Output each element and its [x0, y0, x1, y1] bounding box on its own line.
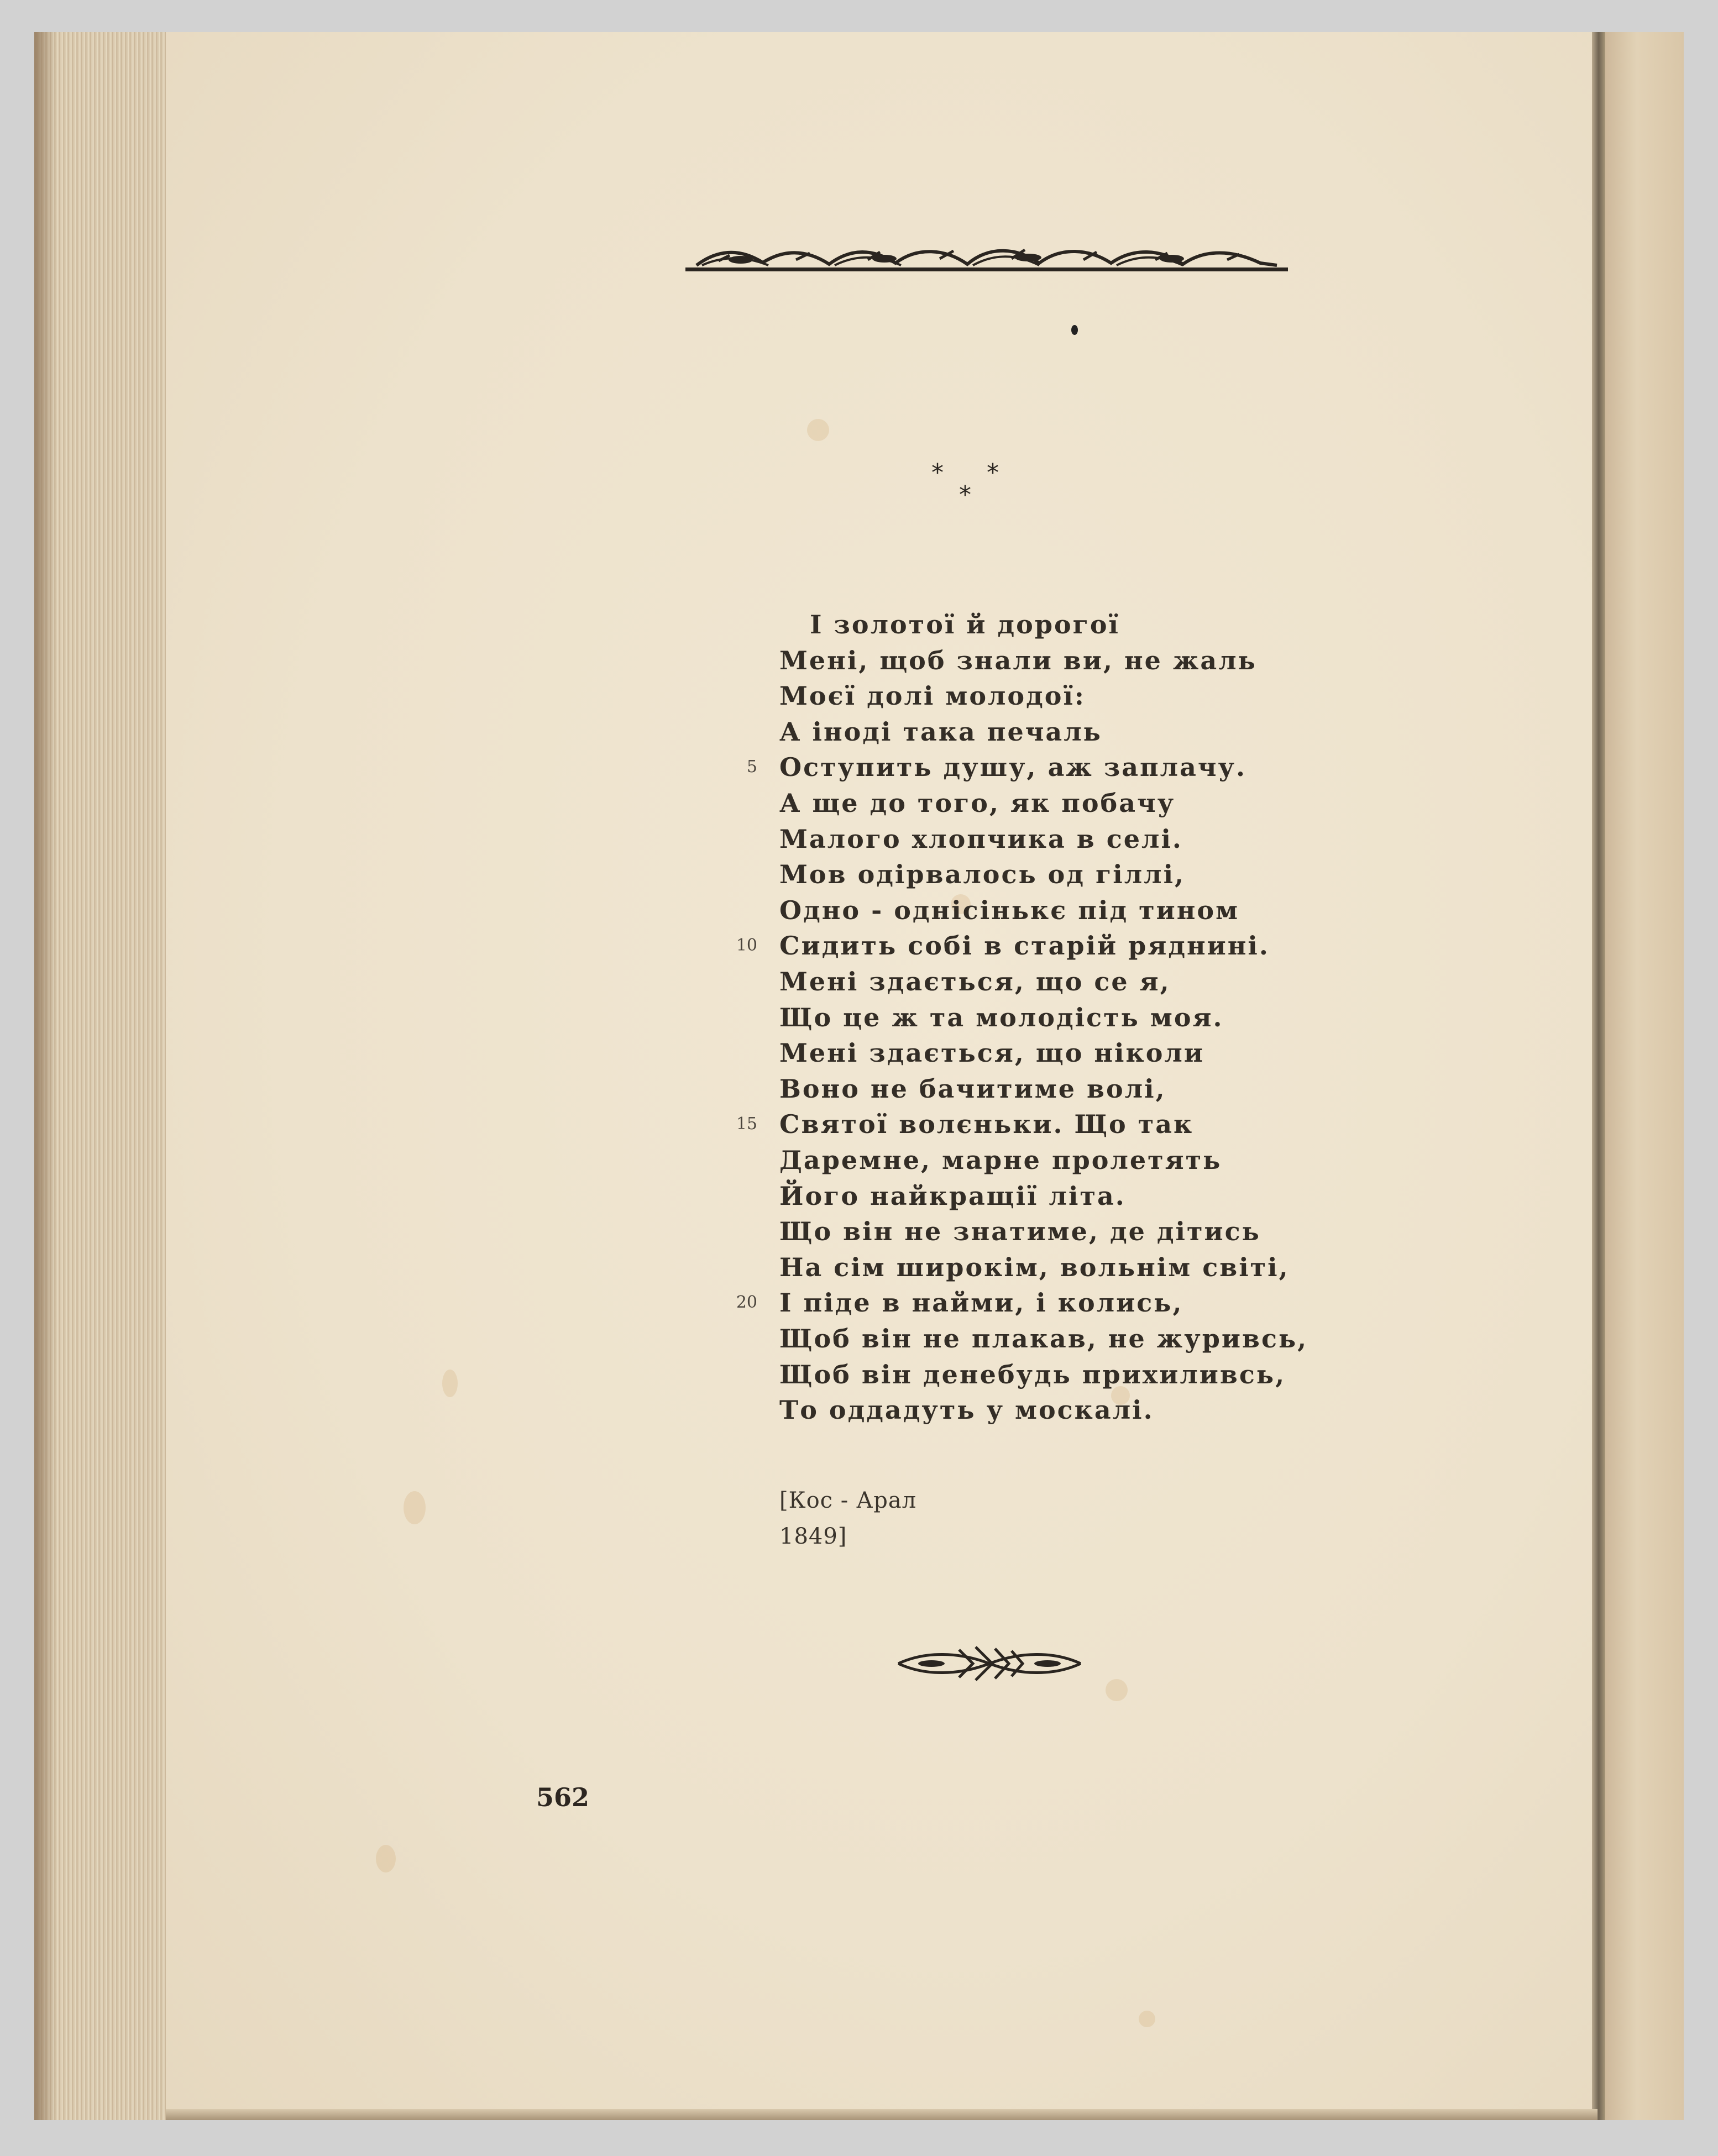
ink-dot: [1071, 325, 1078, 335]
poem-line: [779, 644, 1257, 677]
section-separator-asterisks: * * *: [931, 459, 999, 509]
poem-line-text: Його найкращії літа.: [779, 1181, 1126, 1211]
poem-line-text: Малого хлопчика в селі.: [779, 823, 1183, 854]
poem-line-text: Оступить душу, аж заплачу.: [779, 752, 1247, 783]
poem-line-text: Мені здається, що се я,: [779, 967, 1171, 996]
dateline-place: [Кос - Арал: [779, 1488, 917, 1513]
poem-line: [779, 1072, 1166, 1105]
poem-line: [779, 715, 1102, 748]
poem-line-text: Воно не бачитиме волі,: [779, 1073, 1166, 1104]
page-bottom-edge: [166, 2109, 1597, 2120]
poem-line-text: А іноді така печаль: [779, 716, 1102, 747]
poem-line: [810, 608, 1120, 641]
poem-line: [779, 858, 1185, 891]
poem-line: [746, 751, 1247, 784]
line-number: 5: [746, 757, 757, 777]
poem-line: [779, 894, 1239, 927]
poem-line: [779, 1393, 1154, 1426]
poem-line-text: Щоб він денебудь прихиливсь,: [779, 1359, 1286, 1389]
poem-line-text: Мені, щоб знали ви, не жаль: [779, 645, 1257, 675]
poem-line: [736, 1108, 1194, 1141]
poem-line-text: Мені здається, що ніколи: [779, 1038, 1204, 1068]
poem-line: [779, 1251, 1290, 1284]
poem-line-text: Святої волєньки. Що так: [779, 1109, 1194, 1140]
poem-line: [779, 1001, 1224, 1034]
poem-line: [779, 1358, 1286, 1391]
poem-line: [779, 822, 1183, 856]
adjacent-page-edge: [1605, 32, 1684, 2120]
poem-line-text: Моєї долі молодої:: [779, 681, 1086, 711]
poem-line-text: Мов одірвалось од гіллі,: [779, 859, 1186, 890]
poem-line-text: Що він не знатиме, де дітись: [779, 1216, 1261, 1247]
book-page-edges: [34, 32, 170, 2120]
poem-line-text: То оддадуть у москалі.: [779, 1395, 1154, 1425]
poem-line: [779, 1179, 1126, 1213]
poem-line-text: На сім широкім, вольнім світі,: [779, 1252, 1290, 1282]
poem-line-text: І золотої й дорогої: [810, 610, 1120, 639]
page-number: 562: [536, 1782, 590, 1812]
poem-line: [779, 1215, 1261, 1248]
poem-line-text: Даремне, марне пролетять: [779, 1145, 1222, 1175]
line-number: 20: [736, 1293, 757, 1313]
poem-line: [736, 1286, 1183, 1319]
poem-line: [779, 1322, 1308, 1355]
line-number: 10: [736, 936, 757, 956]
poem-line-text: І піде в найми, і колись,: [779, 1288, 1183, 1318]
poem-line: [736, 929, 1270, 962]
poem-line-text: Сидить собі в старій ряднині.: [779, 931, 1270, 961]
book-gutter: [1592, 32, 1605, 2120]
poem-line: [779, 786, 1175, 820]
line-number: 15: [736, 1114, 757, 1134]
poem-line-text: Одно - однісінькє під тином: [779, 895, 1240, 925]
poem-line-text: А ще до того, як побачу: [779, 788, 1176, 818]
poem-line: [779, 965, 1171, 998]
poem-line: [779, 1143, 1222, 1177]
poem-line-text: Що це ж та молодість моя.: [779, 1002, 1224, 1032]
poem-line-text: Щоб він не плакав, не журивсь,: [779, 1324, 1308, 1354]
tailpiece-ornament: [893, 1644, 1086, 1683]
poem-line: [779, 679, 1086, 712]
poem-line: [779, 1036, 1204, 1069]
headpiece-ornament: [685, 243, 1288, 282]
dateline-year: 1849]: [779, 1524, 847, 1549]
